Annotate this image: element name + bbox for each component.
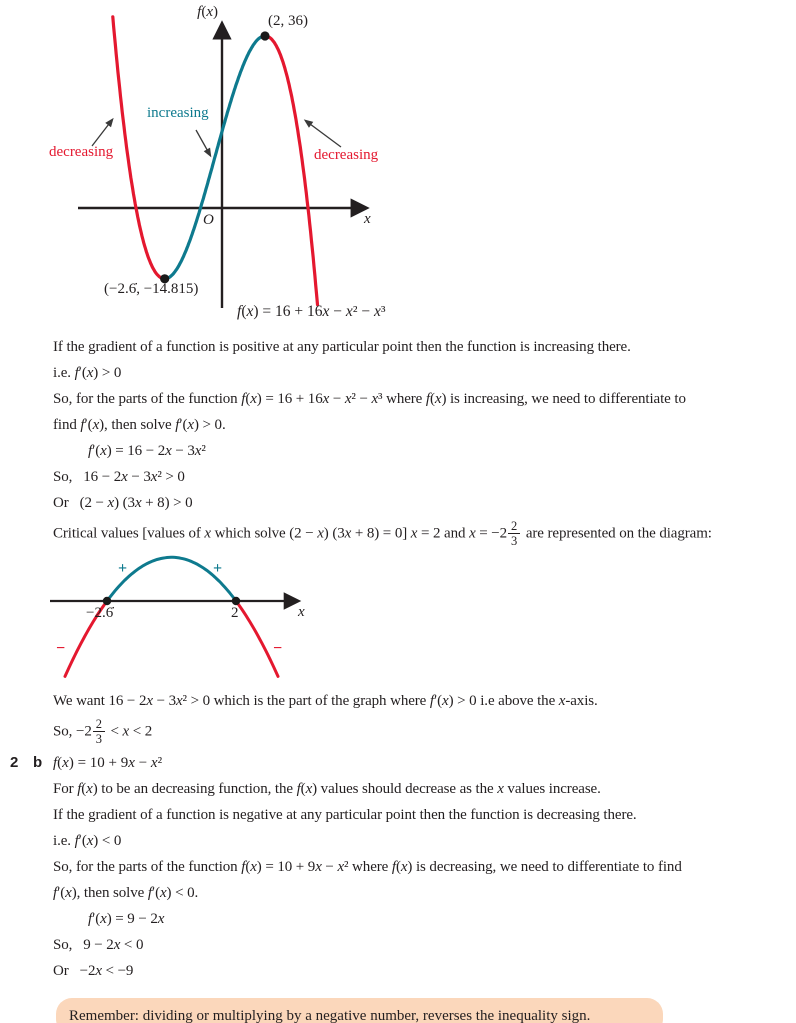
root-dot-right [232,597,240,605]
math-expression: f(x) [391,858,413,875]
text-run: So, [53,723,76,740]
math-expression: f′(x) [80,417,105,433]
sign-diagram-figure [0,554,420,680]
text-run: . [221,417,226,433]
solution-section-2 [53,688,796,750]
text-run: . [194,884,199,901]
text-run: and [440,525,470,542]
text-run: Or [53,962,80,979]
math-expression: f(x) = 10 + 9x − x² [53,754,163,771]
text-run: , then solve [104,417,176,433]
text-run: is increasing, we need to differentiate to [446,391,686,407]
math-expression: x [558,692,566,709]
minus-sign-left: − [56,639,66,657]
curve-segment [165,36,265,279]
root-label-right: 2 [231,604,239,621]
math-expression: x = −2 [469,525,508,542]
math-expression: (2 − x) (3x + 8) = 0 [289,525,403,542]
solution-line [53,714,796,750]
problem-part: b [33,753,43,771]
math-expression: −2 [75,723,92,740]
cubic-graph-figure [0,0,430,332]
text-run: ] [402,525,411,542]
text-run: So, [53,936,84,953]
solution-section-1 [53,334,796,552]
math-expression: f(x) = 16 + 16x − x² − x³ [241,391,383,407]
max-point-dot [260,31,269,40]
equation-label: f(x) = 16 + 16x − x² − x³ [237,303,386,320]
annotation-arrow-increasing [196,130,210,155]
curve-segment [113,17,165,279]
solution-line [53,906,796,932]
text-run: i.e. [53,832,75,849]
solution-line [53,334,796,360]
math-expression: f′(x) > 0 [74,365,122,381]
math-expression: f′(x) > 0 [175,417,222,433]
math-expression: 16 − 2x − 3x² > 0 [108,692,211,709]
text-run: where [382,391,426,407]
solution-line [53,438,796,464]
text-run: where [348,858,392,875]
text-run: If the gradient of a function is negative at any particular point then the function is decreasing there. [53,806,637,823]
curve-segment [236,601,278,676]
remember-box [56,998,663,1023]
plus-sign-left: + [118,559,128,577]
y-axis-label: f(x) [197,4,218,20]
solution-line [53,516,796,552]
decreasing-label-left: decreasing [49,144,114,160]
minus-sign-right: − [273,639,283,657]
solution-line [53,688,796,714]
solution-section-3 [53,776,796,984]
text-run: i.e. [53,365,75,381]
solution-line [53,776,796,802]
math-expression: x [497,780,504,797]
text-run: If the gradient of a function is positive at any particular point then the function is increasing there. [53,339,631,355]
text-run: i.e above the [476,692,559,709]
solution-line [53,490,796,516]
sign-x-axis-label: x [298,603,305,620]
text-run: , then solve [76,884,148,901]
solution-line [53,828,796,854]
solution-line [53,360,796,386]
origin-label: O [203,212,214,228]
solution-line [53,932,796,958]
problem-expression [53,750,162,776]
max-point-label: (2, 36) [268,13,308,29]
problem-2b-line [10,750,796,776]
solution-line [53,880,796,906]
text-run: to be an decreasing function, the [97,780,297,797]
x-axis-label: x [364,211,371,227]
math-expression: 9 − 2x < 0 [83,936,144,953]
solution-line [53,386,796,412]
math-expression: f′(x) = 16 − 2x − 3x² [88,443,206,459]
min-point-label: (−2.6̇, −14.815) [104,281,199,297]
text-run: Critical values [values of [53,525,205,542]
sign-diagram-svg [0,554,420,680]
solution-line [53,464,796,490]
text-run: For [53,780,78,797]
cubic-graph-svg [0,0,430,332]
math-expression: 16 − 2x − 3x² > 0 [83,469,185,485]
text-run: values increase. [503,780,601,797]
text-run: are represented on the diagram: [522,525,712,542]
math-expression: f′(x) [53,884,77,901]
text-run: is decreasing, we need to differentiate to find [412,858,682,875]
text-run: find [53,417,81,433]
problem-number: 2 [10,753,19,771]
solution-line [53,802,796,828]
increasing-label: increasing [147,105,209,121]
math-expression: f(x) [296,780,318,797]
fraction: $\frac{2}{3}$ [93,717,105,747]
text-run: Or [53,495,80,511]
math-expression: −2x < −9 [79,962,134,979]
math-expression: f(x) [77,780,98,797]
math-expression: (2 − x) (3x + 8) > 0 [79,495,193,511]
remember-text: Remember: dividing or multiplying by a negative number, reverses the inequality sign. [69,1007,591,1023]
fraction: $\frac{2}{3}$ [508,519,520,549]
math-expression: f(x) = 10 + 9x − x² [241,858,349,875]
text-run: So, for the parts of the function [53,391,242,407]
annotation-arrow-decreasing-left [92,120,112,146]
math-expression: f(x) [425,391,447,407]
math-expression: f′(x) < 0 [74,832,122,849]
decreasing-label-right: decreasing [314,147,379,163]
math-expression: x [204,525,211,542]
plus-sign-right: + [213,559,223,577]
text-run: We want [53,692,109,709]
math-expression: x = 2 [410,525,441,542]
root-label-left: −2.6̇ [86,604,114,621]
text-run: values should decrease as the [317,780,498,797]
curve-segment [265,36,318,305]
text-run: So, [53,469,84,485]
math-expression: f′(x) < 0 [147,884,195,901]
text-run: -axis. [565,692,598,709]
math-expression: < x < 2 [106,723,153,740]
text-run: So, for the parts of the function [53,858,242,875]
text-run: which solve [210,525,290,542]
root-dot-left [103,597,111,605]
math-expression: f′(x) = 9 − 2x [88,910,165,927]
annotation-arrow-decreasing-right [306,121,341,147]
solution-line [53,854,796,880]
function-curve [113,17,318,305]
math-expression: f′(x) > 0 [429,692,477,709]
solution-line [53,412,796,438]
text-run: which is the part of the graph where [210,692,430,709]
solution-line [53,958,796,984]
